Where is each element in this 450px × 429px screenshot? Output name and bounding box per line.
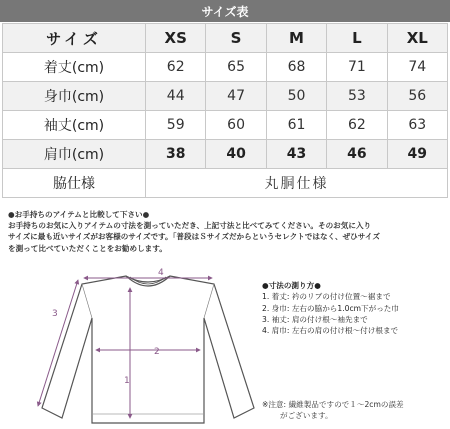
table-cell: 47 xyxy=(206,82,266,111)
tshirt-measurement-diagram xyxy=(8,258,268,426)
size-header-row xyxy=(3,24,448,53)
row-label: 身巾(cm) xyxy=(3,82,146,111)
row-label: 着丈(cm) xyxy=(3,53,146,82)
table-cell: 40 xyxy=(206,140,266,169)
table-cell: 65 xyxy=(206,53,266,82)
measure-item: 4. 肩巾: 左右の肩の付け根～付け根まで xyxy=(262,326,399,336)
caution-line-1: ※注意: 繊維製品ですので１～2cmの誤差 xyxy=(262,400,404,409)
measure-heading: ●寸法の測り方● xyxy=(262,281,321,290)
table-cell: 60 xyxy=(206,111,266,140)
measure-label-2: 2 xyxy=(154,347,160,357)
caution-line-2: がございます。 xyxy=(280,411,333,420)
row-length xyxy=(3,53,448,82)
header-size-s: S xyxy=(206,24,266,53)
side-spec-value: 丸胴仕様 xyxy=(146,169,448,198)
table-cell: 44 xyxy=(146,82,206,111)
measure-item: 2. 身巾: 左右の脇から1.0cm下がった巾 xyxy=(262,303,399,313)
table-cell: 61 xyxy=(266,111,326,140)
table-cell: 59 xyxy=(146,111,206,140)
table-cell: 74 xyxy=(387,53,447,82)
comparison-notes xyxy=(8,209,444,254)
row-label: 袖丈(cm) xyxy=(3,111,146,140)
table-cell: 43 xyxy=(266,140,326,169)
table-cell: 38 xyxy=(146,140,206,169)
header-size-m: M xyxy=(266,24,326,53)
caution-note xyxy=(262,399,448,421)
row-shoulder-width xyxy=(3,140,448,169)
measure-label-1: 1 xyxy=(124,376,130,386)
notes-heading: ●お手持ちのアイテムと比較して下さい● xyxy=(8,210,150,219)
header-size-xs: XS xyxy=(146,24,206,53)
measure-label-3: 3 xyxy=(52,309,58,319)
size-table xyxy=(2,23,448,198)
size-chart-title: サイズ表 xyxy=(0,0,450,22)
table-cell: 68 xyxy=(266,53,326,82)
table-cell: 50 xyxy=(266,82,326,111)
measure-item: 1. 着丈: 衿のリブの付け位置～裾まで xyxy=(262,292,391,302)
notes-line-3: を測って比べていただくことをお勧めします。 xyxy=(8,243,167,253)
table-cell: 56 xyxy=(387,82,447,111)
table-cell: 46 xyxy=(327,140,387,169)
table-cell: 71 xyxy=(327,53,387,82)
row-sleeve-length xyxy=(3,111,448,140)
measurement-guide xyxy=(262,280,448,336)
row-label: 肩巾(cm) xyxy=(3,140,146,169)
table-cell: 53 xyxy=(327,82,387,111)
table-cell: 62 xyxy=(146,53,206,82)
measure-item: 3. 袖丈: 肩の付け根～袖先まで xyxy=(262,314,368,324)
table-cell: 63 xyxy=(387,111,447,140)
header-size-xl: XL xyxy=(387,24,447,53)
header-size-l: L xyxy=(327,24,387,53)
table-cell: 62 xyxy=(327,111,387,140)
measure-label-4: 4 xyxy=(158,268,164,278)
header-size-label: サイズ xyxy=(3,24,146,53)
table-cell: 49 xyxy=(387,140,447,169)
row-side-spec xyxy=(3,169,448,198)
row-body-width xyxy=(3,82,448,111)
row-label: 脇仕様 xyxy=(3,169,146,198)
notes-line-2: サイズに最も近いサイズがお客様のサイズです。「普段はＳサイズだからというセレクトではなく、ぜひサイズ xyxy=(8,232,380,242)
notes-line-1: お手持ちのお気に入りアイテムの寸法を測っていただき、上記寸法と比べてみてください。そのお気に入り xyxy=(8,221,372,231)
